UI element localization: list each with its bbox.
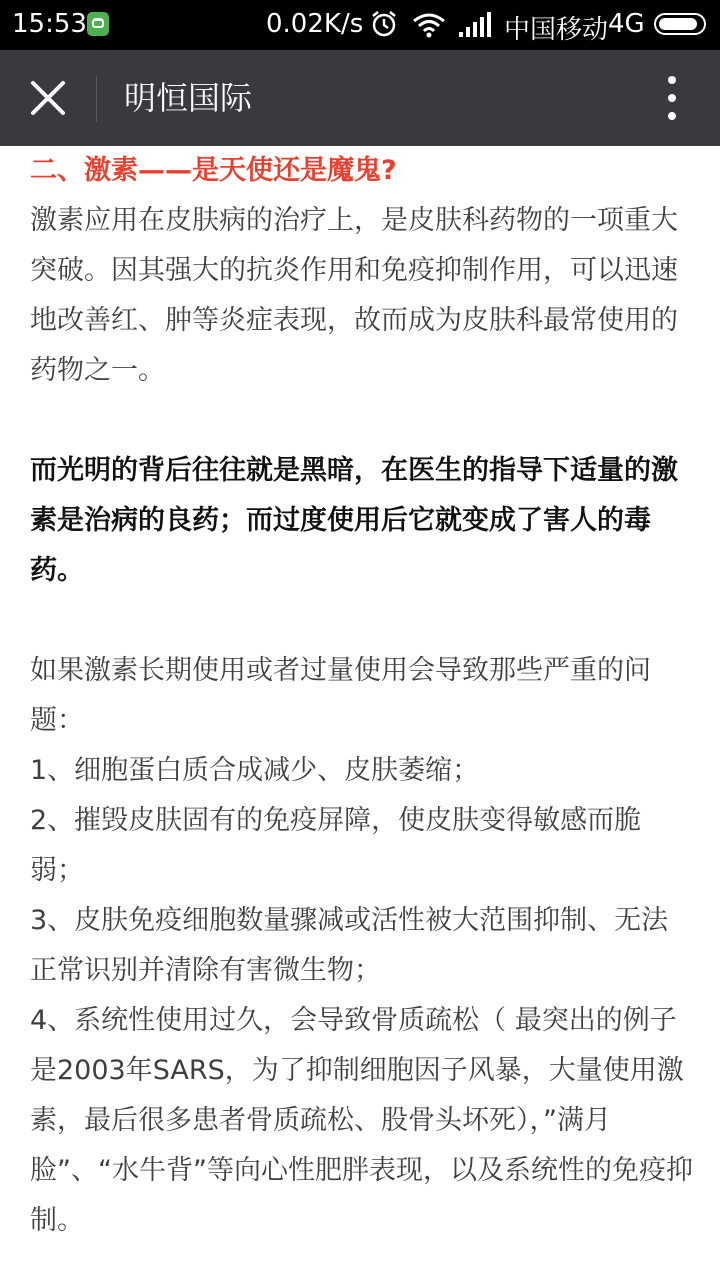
bold-paragraph: 而光明的背后往往就是黑暗，在医生的指导下适量的激素是治病的良药；而过度使用后它就变成了害人的毒药。 [30, 455, 678, 586]
paragraph-gap [30, 396, 694, 446]
paragraph-gap [30, 596, 694, 646]
section-heading: 二、激素——是天使还是魔鬼? [30, 155, 397, 186]
header-divider [96, 76, 97, 122]
list-item: 3、皮肤免疫细胞数量骤减或活性被大范围抑制、无法正常识别并清除有害微生物； [30, 905, 669, 986]
app-header [0, 50, 720, 146]
alarm-clock-icon [370, 9, 398, 39]
list-item: 2、摧毁皮肤固有的免疫屏障，使皮肤变得敏感而脆弱； [30, 805, 642, 886]
more-vertical-icon[interactable] [652, 72, 692, 124]
page-title: 明恒国际 [124, 79, 253, 117]
article-body [30, 146, 694, 1246]
cell-signal-icon [458, 12, 492, 38]
wechat-icon [87, 12, 109, 36]
list-item: 4、系统性使用过久，会导致骨质疏松（ 最突出的例子是2003年SARS，为了抑制细胞因子风暴，大量使用激素，最后很多患者骨质疏松、股骨头坏死），”满月脸”、“水牛背”等向心性肥胖表现，以及系统性的免疫抑制。 [30, 1005, 693, 1236]
status-time: 15:53 [12, 9, 87, 39]
battery-icon [654, 13, 706, 35]
close-icon[interactable] [20, 70, 76, 126]
network-type: 4G [608, 9, 645, 39]
network-speed: 0.02K/s [266, 9, 364, 39]
carrier-name: 中国移动 [504, 15, 609, 45]
battery-level [659, 18, 697, 30]
wifi-icon [412, 12, 446, 38]
status-bar [0, 0, 720, 50]
question-paragraph: 如果激素长期使用或者过量使用会导致那些严重的问题： [30, 655, 651, 736]
intro-paragraph: 激素应用在皮肤病的治疗上，是皮肤科药物的一项重大突破。因其强大的抗炎作用和免疫抑制作用，可以迅速地改善红、肿等炎症表现，故而成为皮肤科最常使用的药物之一。 [30, 205, 678, 386]
list-item: 1、细胞蛋白质合成减少、皮肤萎缩； [30, 755, 480, 786]
